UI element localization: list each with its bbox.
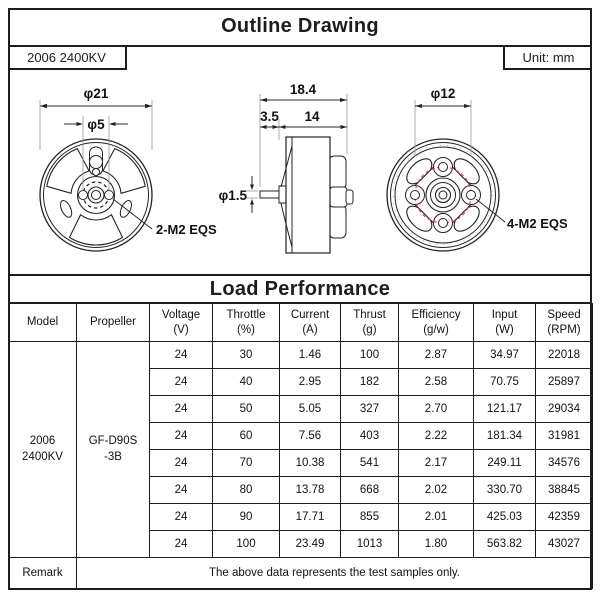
cell: 24	[150, 342, 213, 369]
cell: 403	[341, 423, 399, 450]
load-performance-title: Load Performance	[8, 274, 592, 303]
cell: 5.05	[280, 396, 341, 423]
cell: 13.78	[280, 477, 341, 504]
cell: 70.75	[474, 369, 536, 396]
cell: 90	[213, 504, 280, 531]
dim-shaft-length: 3.5	[260, 109, 279, 124]
dim-body-length: 14	[304, 109, 320, 124]
motor-body	[286, 137, 330, 253]
dim-outer-diameter: φ21	[83, 86, 109, 101]
cell: 1013	[341, 531, 399, 558]
cell: 17.71	[280, 504, 341, 531]
cell: 2.87	[399, 342, 474, 369]
remark-text: The above data represents the test samples only.	[77, 558, 593, 589]
table-row	[9, 342, 593, 369]
cell: 327	[341, 396, 399, 423]
screw-hole	[467, 191, 476, 200]
cell: 29034	[536, 396, 593, 423]
cell: 7.56	[280, 423, 341, 450]
cell: 34.97	[474, 342, 536, 369]
cell: 34576	[536, 450, 593, 477]
mount-label-front: 2-M2 EQS	[156, 222, 217, 237]
model-badge: 2006 2400KV	[8, 47, 127, 70]
spoke-slot	[58, 199, 74, 219]
cell: 42359	[536, 504, 593, 531]
bell-cutout	[70, 215, 123, 245]
cell: 23.49	[280, 531, 341, 558]
cell: 182	[341, 369, 399, 396]
cell: 2.58	[399, 369, 474, 396]
mount-tab	[329, 205, 346, 238]
cell: 10.38	[280, 450, 341, 477]
col-header-propeller: Propeller	[77, 304, 150, 342]
cell: 2.70	[399, 396, 474, 423]
dim-shaft-diameter: φ1.5	[218, 188, 247, 203]
shaft-hole	[439, 191, 447, 199]
cell: 249.11	[474, 450, 536, 477]
cell: 855	[341, 504, 399, 531]
front-view	[40, 86, 217, 251]
dim-total-length: 18.4	[289, 82, 317, 97]
cell: 30	[213, 342, 280, 369]
col-header-efficiency: Efficiency (g/w)	[399, 304, 474, 342]
screw-hole	[79, 191, 88, 200]
screw-hole	[439, 163, 448, 172]
cell: 43027	[536, 531, 593, 558]
cell: 100	[213, 531, 280, 558]
shaft-clip	[346, 190, 353, 204]
cell: 31981	[536, 423, 593, 450]
screw-hole	[105, 191, 114, 200]
cell: 2.01	[399, 504, 474, 531]
mount-label-rear: 4-M2 EQS	[507, 216, 568, 231]
cell: 24	[150, 504, 213, 531]
model-cell: 2006 2400KV	[9, 342, 77, 558]
col-header-throttle: Throttle (%)	[213, 304, 280, 342]
dim-bolt-circle-rear: φ12	[430, 86, 456, 101]
cell: 100	[341, 342, 399, 369]
col-header-speed: Speed (RPM)	[536, 304, 593, 342]
dim-bolt-circle-front: φ5	[87, 117, 105, 132]
cell: 24	[150, 396, 213, 423]
cell: 38845	[536, 477, 593, 504]
outline-drawing	[8, 47, 592, 276]
screw-hole	[439, 219, 448, 228]
side-view	[219, 82, 353, 253]
cell: 2.17	[399, 450, 474, 477]
cell: 80	[213, 477, 280, 504]
cell: 2.22	[399, 423, 474, 450]
cell: 668	[341, 477, 399, 504]
cell: 50	[213, 396, 280, 423]
col-header-voltage: Voltage (V)	[150, 304, 213, 342]
mount-tab	[329, 156, 346, 189]
cell: 24	[150, 450, 213, 477]
cell: 25897	[536, 369, 593, 396]
propeller-cell: GF-D90S -3B	[77, 342, 150, 558]
cell: 330.70	[474, 477, 536, 504]
header-row	[9, 304, 593, 342]
col-header-thrust: Thrust (g)	[341, 304, 399, 342]
remark-row	[9, 558, 593, 589]
cell: 1.46	[280, 342, 341, 369]
cell: 2.95	[280, 369, 341, 396]
shaft-hole	[92, 191, 101, 200]
cell: 541	[341, 450, 399, 477]
remark-label: Remark	[9, 558, 77, 589]
cell: 425.03	[474, 504, 536, 531]
rear-view	[387, 86, 568, 251]
screw-hole	[411, 191, 420, 200]
cell: 24	[150, 423, 213, 450]
cell: 181.34	[474, 423, 536, 450]
cell: 24	[150, 477, 213, 504]
unit-badge: Unit: mm	[503, 47, 592, 70]
performance-table	[8, 303, 593, 589]
cell: 1.80	[399, 531, 474, 558]
cell: 70	[213, 450, 280, 477]
cell: 121.17	[474, 396, 536, 423]
cell: 60	[213, 423, 280, 450]
page-title: Outline Drawing	[221, 15, 379, 37]
cell: 40	[213, 369, 280, 396]
cell: 24	[150, 531, 213, 558]
col-header-input: Input (W)	[474, 304, 536, 342]
col-header-current: Current (A)	[280, 304, 341, 342]
cell: 2.02	[399, 477, 474, 504]
cell: 563.82	[474, 531, 536, 558]
col-header-model: Model	[9, 304, 77, 342]
cell: 24	[150, 369, 213, 396]
cell: 22018	[536, 342, 593, 369]
